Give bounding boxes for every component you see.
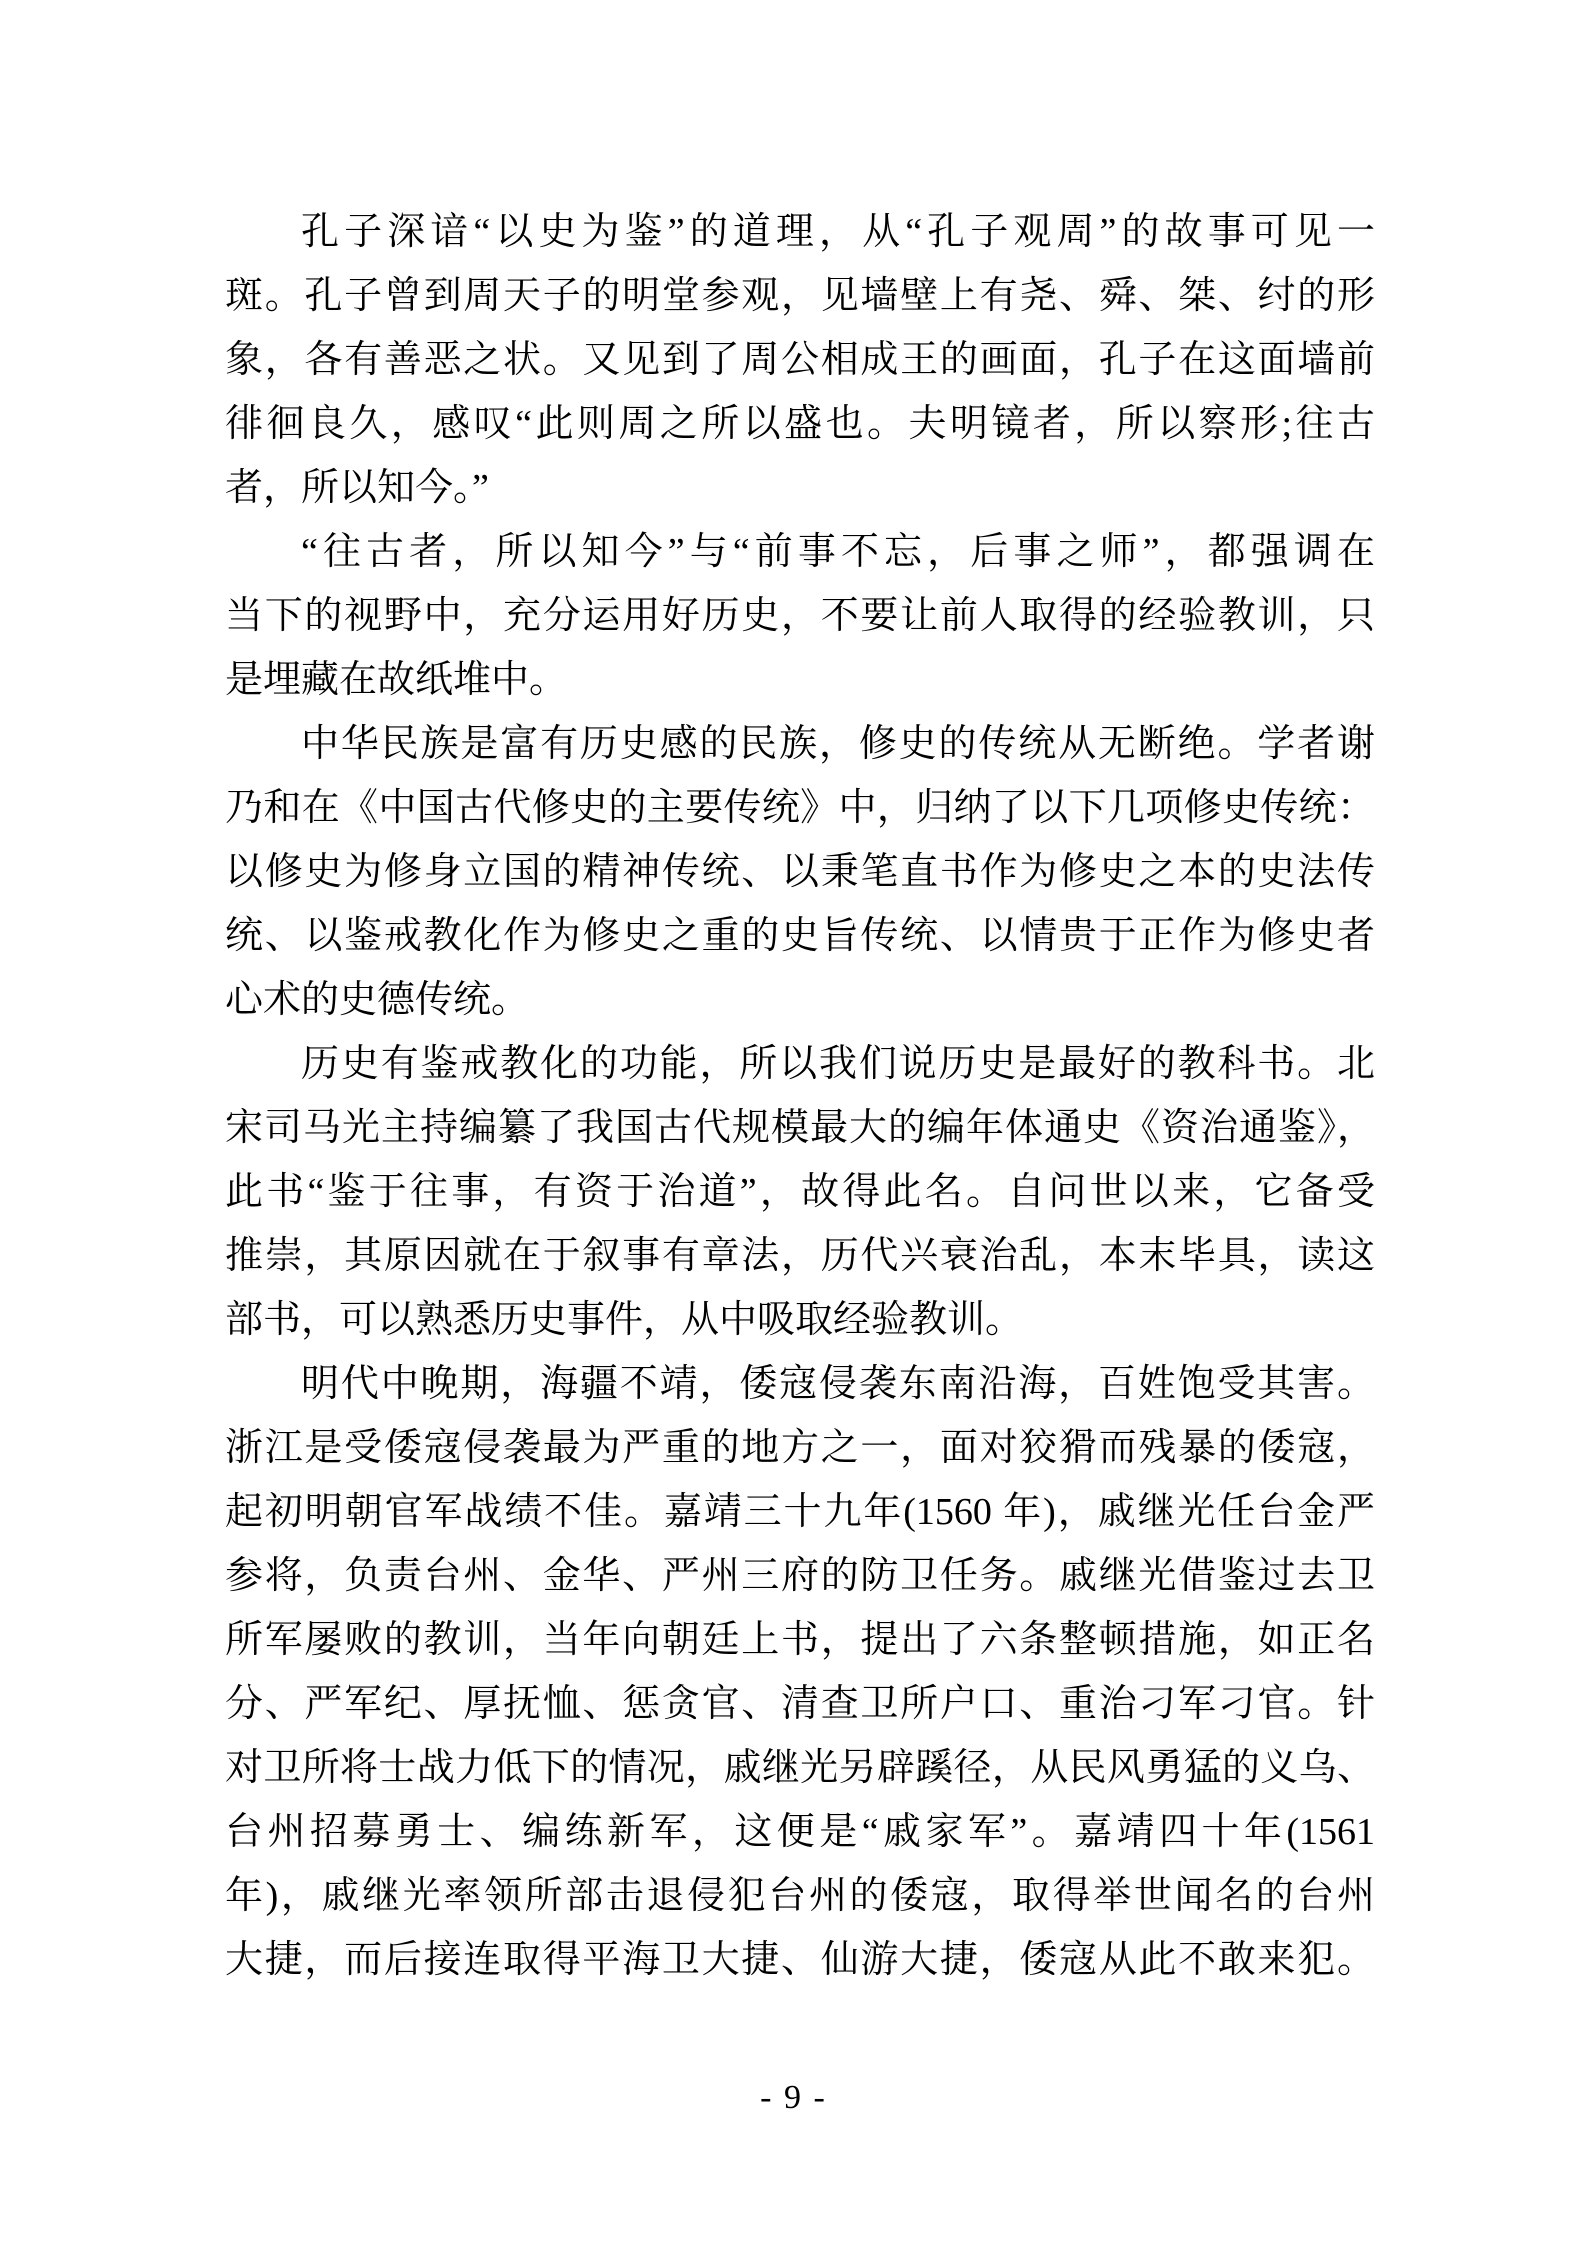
text-line: 部书，可以熟悉历史事件，从中吸取经验教训。 xyxy=(225,1299,1024,1341)
text-line: 心术的史德传统。 xyxy=(225,979,530,1021)
text-line: 明代中晚期，海疆不靖，倭寇侵袭东南沿海，百姓饱受其害。 xyxy=(301,1363,1375,1405)
body-text xyxy=(225,200,1375,1992)
text-line: 中华民族是富有历史感的民族，修史的传统从无断绝。学者谢 xyxy=(301,723,1375,765)
text-line: 徘徊良久，感叹“此则周之所以盛也。夫明镜者，所以察形;往古 xyxy=(225,403,1375,445)
text-line: 以修史为修身立国的精神传统、以秉笔直书作为修史之本的史法传 xyxy=(225,851,1375,893)
text-line: 斑。孔子曾到周天子的明堂参观，见墙壁上有尧、舜、桀、纣的形 xyxy=(225,275,1375,317)
text-line: 分、严军纪、厚抚恤、惩贪官、清查卫所户口、重治刁军刁官。针 xyxy=(225,1683,1375,1725)
text-line: 年)，戚继光率领所部击退侵犯台州的倭寇，取得举世闻名的台州 xyxy=(225,1875,1375,1917)
text-line: “往古者，所以知今”与“前事不忘，后事之师”，都强调在 xyxy=(301,531,1375,573)
text-line: 当下的视野中，充分运用好历史，不要让前人取得的经验教训，只 xyxy=(225,595,1375,637)
text-line: 统、以鉴戒教化作为修史之重的史旨传统、以情贵于正作为修史者 xyxy=(225,915,1375,957)
text-line: 象，各有善恶之状。又见到了周公相成王的画面，孔子在这面墙前 xyxy=(225,339,1375,381)
text-line: 起初明朝官军战绩不佳。嘉靖三十九年(1560 年)，戚继光任台金严 xyxy=(225,1491,1375,1533)
paragraph-zizhitongjian xyxy=(225,1032,1375,1352)
text-line: 参将，负责台州、金华、严州三府的防卫任务。戚继光借鉴过去卫 xyxy=(225,1555,1375,1597)
text-line: 历史有鉴戒教化的功能，所以我们说历史是最好的教科书。北 xyxy=(301,1043,1375,1085)
paragraph-qijiguang xyxy=(225,1352,1375,1992)
text-line: 所军屡败的教训，当年向朝廷上书，提出了六条整顿措施，如正名 xyxy=(225,1619,1375,1661)
paragraph-wanggu-zhe xyxy=(225,520,1375,712)
text-line: 宋司马光主持编纂了我国古代规模最大的编年体通史《资治通鉴》， xyxy=(225,1107,1375,1149)
text-line: 浙江是受倭寇侵袭最为严重的地方之一，面对狡猾而残暴的倭寇， xyxy=(225,1427,1375,1469)
text-line: 乃和在《中国古代修史的主要传统》中，归纳了以下几项修史传统： xyxy=(225,787,1375,829)
paragraph-kongzi-guanzhou xyxy=(225,200,1375,520)
text-line: 者，所以知今。” xyxy=(225,467,489,509)
text-line: 是埋藏在故纸堆中。 xyxy=(225,659,568,701)
text-line: 孔子深谙“以史为鉴”的道理，从“孔子观周”的故事可见一 xyxy=(301,211,1375,253)
text-line: 此书“鉴于往事，有资于治道”，故得此名。自问世以来，它备受 xyxy=(225,1171,1375,1213)
text-line: 对卫所将士战力低下的情况，戚继光另辟蹊径，从民风勇猛的义乌、 xyxy=(225,1747,1375,1789)
text-line: 推崇，其原因就在于叙事有章法，历代兴衰治乱，本末毕具，读这 xyxy=(225,1235,1375,1277)
paragraph-xiushi-chuantong xyxy=(225,712,1375,1032)
text-line: 台州招募勇士、编练新军，这便是“戚家军”。嘉靖四十年(1561 xyxy=(225,1811,1375,1853)
page-number: - 9 - xyxy=(760,2079,827,2116)
text-line: 大捷，而后接连取得平海卫大捷、仙游大捷，倭寇从此不敢来犯。 xyxy=(225,1939,1375,1981)
